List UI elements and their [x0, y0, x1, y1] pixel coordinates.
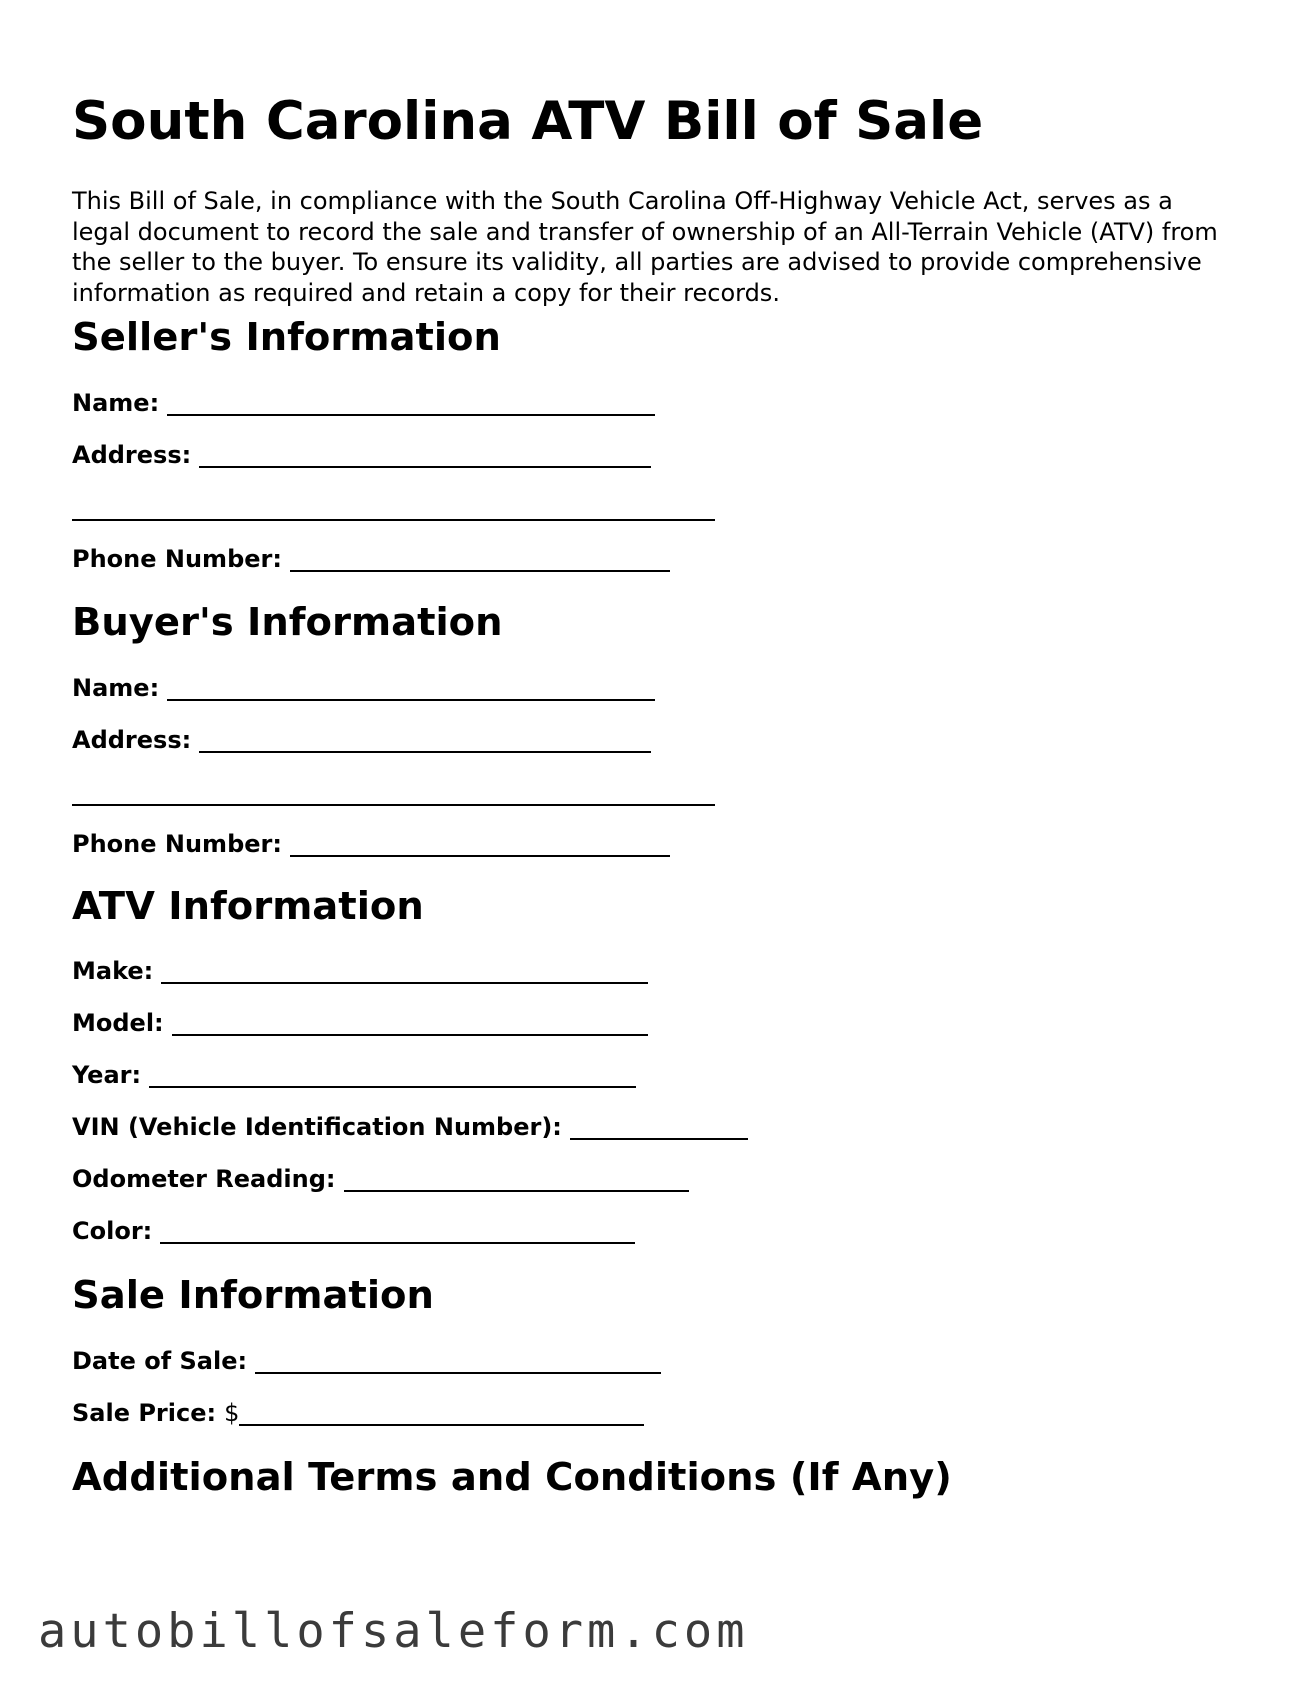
atv-vin-input[interactable] [570, 1114, 748, 1140]
seller-address-label: Address: [72, 441, 192, 469]
atv-odometer-input[interactable] [344, 1166, 689, 1192]
sale-price-currency: $ [224, 1399, 240, 1427]
seller-name-field [72, 388, 655, 418]
atv-heading: ATV Information [72, 884, 424, 929]
seller-address-line2-input[interactable] [72, 519, 715, 521]
atv-vin-field [72, 1112, 748, 1142]
buyer-phone-label: Phone Number: [72, 830, 282, 858]
buyer-name-label: Name: [72, 674, 160, 702]
seller-name-label: Name: [72, 389, 160, 417]
buyer-address-input[interactable] [199, 727, 651, 753]
atv-year-field [72, 1060, 636, 1090]
sale-date-field [72, 1346, 661, 1376]
seller-name-input[interactable] [167, 390, 655, 416]
sale-date-input[interactable] [255, 1348, 661, 1374]
watermark-text: autobillofsaleform.com [38, 1604, 749, 1659]
atv-color-input[interactable] [160, 1218, 635, 1244]
document-title: South Carolina ATV Bill of Sale [72, 91, 984, 152]
sale-price-field [72, 1398, 644, 1428]
atv-make-input[interactable] [161, 958, 648, 984]
atv-vin-label: VIN (Vehicle Identification Number): [72, 1113, 562, 1141]
atv-odometer-label: Odometer Reading: [72, 1165, 336, 1193]
seller-phone-input[interactable] [290, 546, 670, 572]
buyer-heading: Buyer's Information [72, 600, 503, 645]
buyer-address-line2-input[interactable] [72, 804, 715, 806]
atv-color-field [72, 1216, 635, 1246]
atv-color-label: Color: [72, 1217, 153, 1245]
buyer-phone-field [72, 829, 670, 859]
atv-model-label: Model: [72, 1009, 164, 1037]
atv-make-field [72, 956, 648, 986]
seller-address-field [72, 440, 651, 470]
atv-year-label: Year: [72, 1061, 142, 1089]
atv-model-field [72, 1008, 648, 1038]
atv-make-label: Make: [72, 957, 154, 985]
buyer-name-field [72, 673, 655, 703]
sale-price-input[interactable] [239, 1400, 644, 1426]
sale-date-label: Date of Sale: [72, 1347, 248, 1375]
seller-phone-label: Phone Number: [72, 545, 282, 573]
seller-phone-field [72, 544, 670, 574]
seller-heading: Seller's Information [72, 315, 501, 360]
seller-address-input[interactable] [199, 442, 651, 468]
intro-paragraph: This Bill of Sale, in compliance with the South Carolina Off-Highway Vehicle Act, serves as a legal document to record the sale and transfer of ownership of an All-Terrain Vehicle (ATV) from the seller to the buyer. To ensure its validity, all parties are advised to provide comprehensive information as required and retain a copy for their records. [72, 187, 1218, 307]
buyer-name-input[interactable] [167, 675, 655, 701]
sale-heading: Sale Information [72, 1273, 434, 1318]
atv-odometer-field [72, 1164, 689, 1194]
atv-year-input[interactable] [149, 1062, 636, 1088]
buyer-address-field [72, 725, 651, 755]
terms-heading: Additional Terms and Conditions (If Any) [72, 1455, 952, 1500]
buyer-address-label: Address: [72, 726, 192, 754]
atv-model-input[interactable] [172, 1010, 648, 1036]
buyer-phone-input[interactable] [290, 831, 670, 857]
sale-price-label: Sale Price: [72, 1399, 217, 1427]
